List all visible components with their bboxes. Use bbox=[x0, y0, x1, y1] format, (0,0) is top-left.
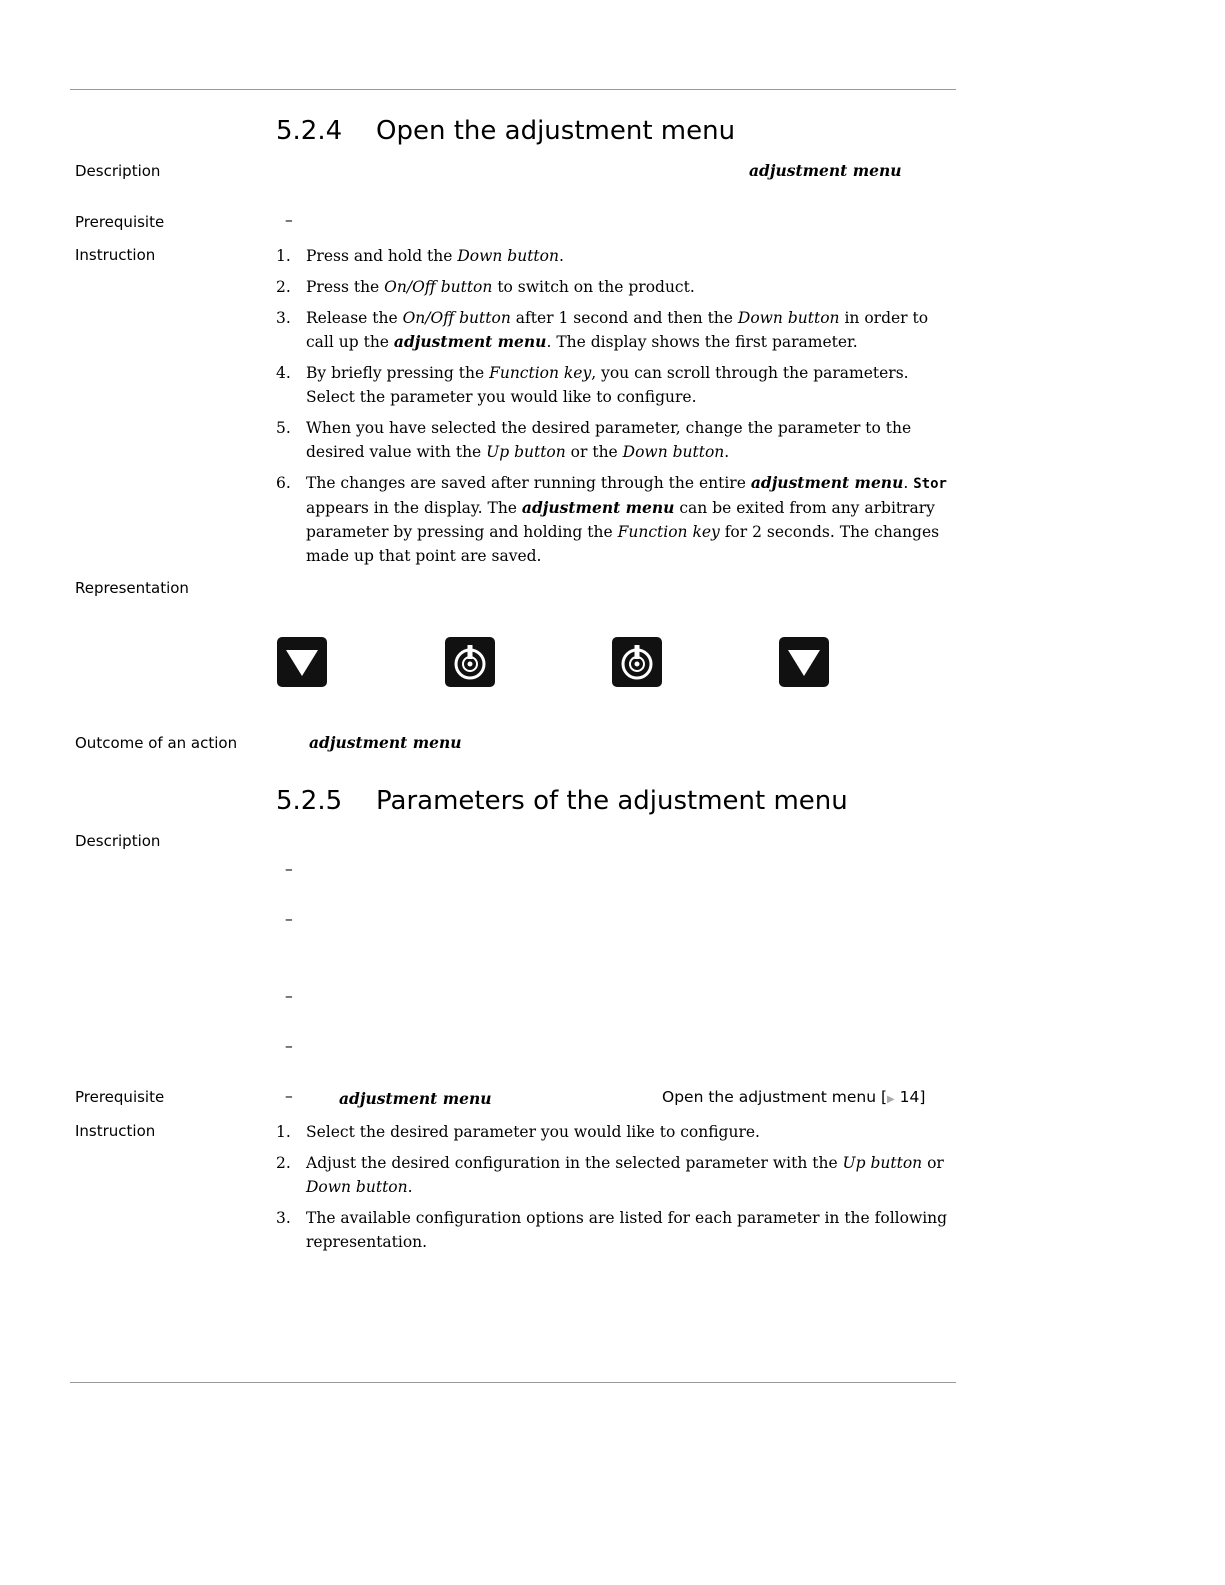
section-number: 5.2.5 bbox=[276, 786, 343, 816]
prerequisite-label: Prerequisite bbox=[75, 213, 165, 231]
cross-reference-link[interactable]: Open the adjustment menu [▶ 14] bbox=[662, 1088, 926, 1106]
down-arrow-button-icon bbox=[778, 636, 830, 688]
description-dash: – bbox=[285, 987, 293, 1005]
step-2: 2. Adjust the desired configuration in the selected parameter with the Up button or Down button. bbox=[276, 1154, 944, 1196]
bottom-rule bbox=[70, 1382, 956, 1383]
prerequisite-dash: – bbox=[285, 1087, 293, 1105]
step-3: 3. Release the On/Off button after 1 second and then the Down button in order to call up the adjustment menu. The display shows the first parameter. bbox=[276, 309, 929, 351]
top-rule bbox=[70, 89, 956, 90]
instruction-label: Instruction bbox=[75, 1122, 156, 1140]
step-1: 1. Select the desired parameter you would like to configure. bbox=[276, 1123, 760, 1141]
step-6: 6. The changes are saved after running through the entire adjustment menu. Stor appears in the display. The adjustment menu can be exited from any arbitrary parameter by pressing and holding the Function key for 2 seconds. The changes made up that point are saved. bbox=[276, 473, 947, 565]
step-5: 5. When you have selected the desired parameter, change the parameter to the desired value with the Up button or the Down button. bbox=[276, 419, 912, 461]
description-dash: – bbox=[285, 910, 293, 928]
representation-label: Representation bbox=[75, 579, 189, 597]
description-dash: – bbox=[285, 860, 293, 878]
prerequisite-fragment: adjustment menu bbox=[339, 1089, 492, 1108]
description-label: Description bbox=[75, 162, 161, 180]
section-524-heading bbox=[276, 116, 735, 146]
instruction-steps-525 bbox=[276, 1120, 956, 1261]
instruction-steps-524 bbox=[276, 244, 956, 575]
power-button-icon bbox=[611, 636, 663, 688]
outcome-fragment: adjustment menu bbox=[309, 733, 462, 752]
section-title: Parameters of the adjustment menu bbox=[376, 786, 848, 816]
step-1: 1. Press and hold the Down button. bbox=[276, 247, 564, 265]
prerequisite-dash: – bbox=[285, 211, 293, 229]
page-ref-arrow-icon: ▶ bbox=[887, 1094, 895, 1105]
section-525-heading bbox=[276, 786, 848, 816]
description-fragment: adjustment menu bbox=[749, 161, 902, 180]
display-stor-text: Stor bbox=[913, 476, 947, 492]
instruction-label: Instruction bbox=[75, 246, 156, 264]
down-arrow-button-icon bbox=[276, 636, 328, 688]
step-3: 3. The available configuration options are listed for each parameter in the following representation. bbox=[276, 1209, 948, 1251]
step-2: 2. Press the On/Off button to switch on the product. bbox=[276, 278, 695, 296]
power-button-icon bbox=[444, 636, 496, 688]
description-dash: – bbox=[285, 1037, 293, 1055]
section-number: 5.2.4 bbox=[276, 116, 343, 146]
step-4: 4. By briefly pressing the Function key, you can scroll through the parameters. Select the parameter you would like to configure. bbox=[276, 364, 909, 406]
section-title: Open the adjustment menu bbox=[376, 116, 736, 146]
outcome-label: Outcome of an action bbox=[75, 734, 238, 752]
description-label: Description bbox=[75, 832, 161, 850]
prerequisite-label: Prerequisite bbox=[75, 1088, 165, 1106]
